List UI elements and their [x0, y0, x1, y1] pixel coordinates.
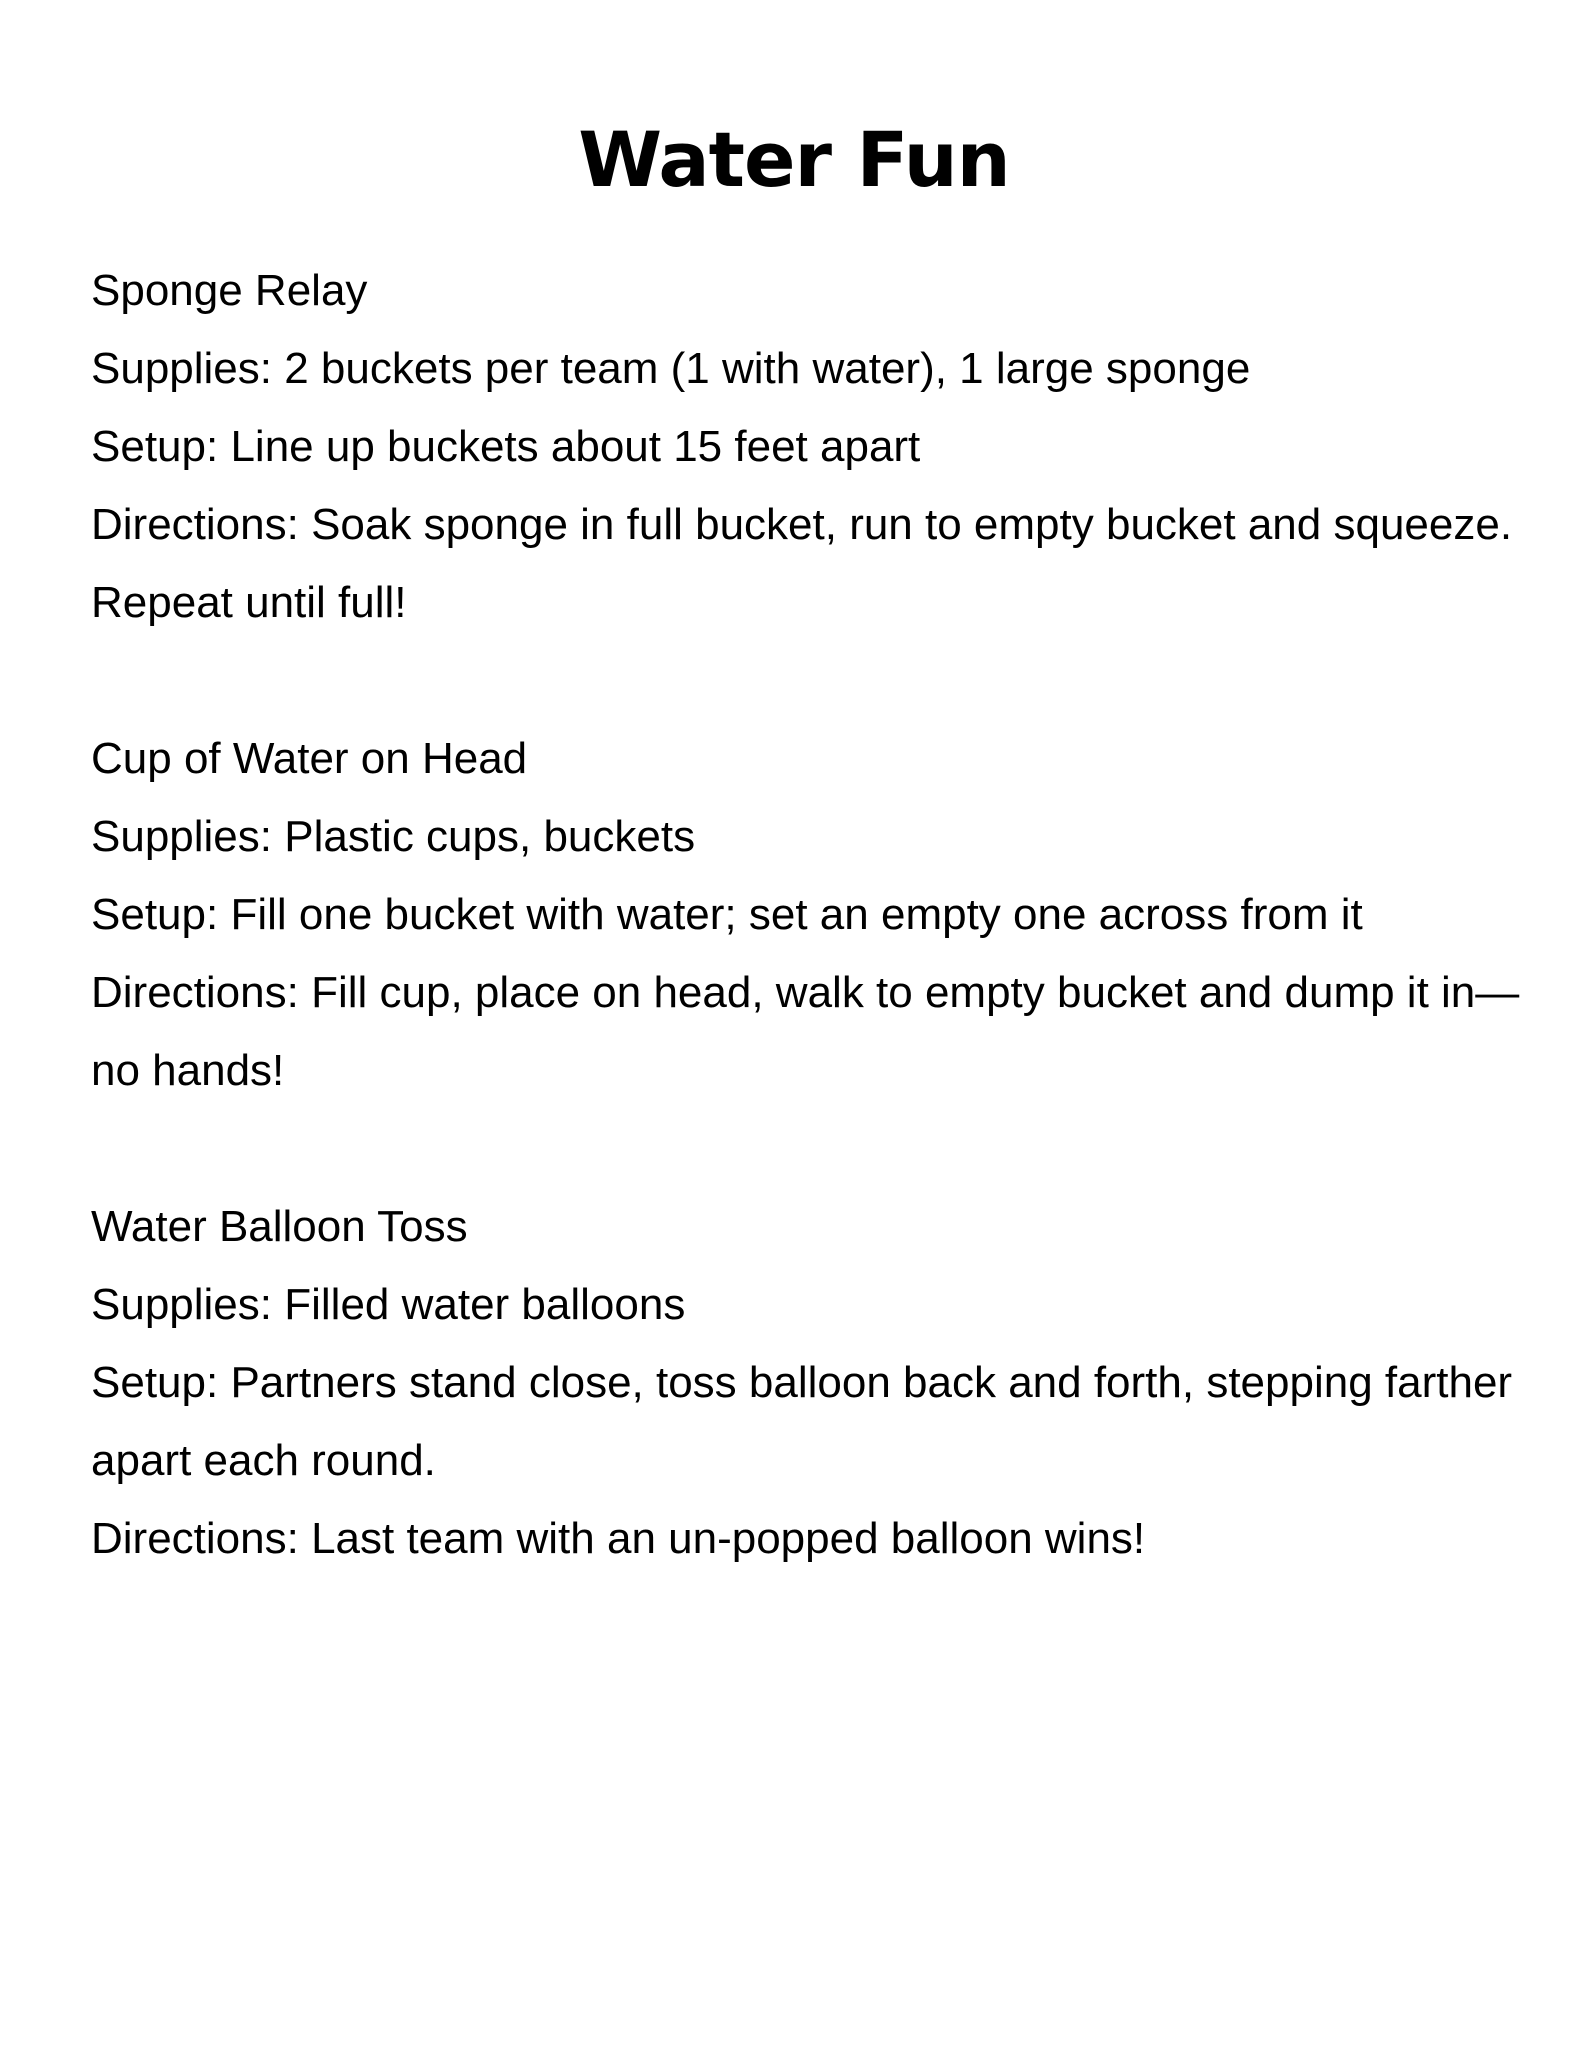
supplies-text: Plastic cups, buckets: [272, 812, 696, 861]
directions-text: Fill cup, place on head, walk to empty bucket and dump it in—no hands!: [91, 968, 1520, 1095]
activity-sponge-relay: [91, 252, 1531, 642]
activity-heading: Water Balloon Toss: [91, 1202, 468, 1251]
directions-line: [91, 954, 1531, 1110]
setup-label: Setup:: [91, 422, 219, 471]
setup-label: Setup:: [91, 1358, 219, 1407]
activity-cup-of-water-on-head: [91, 720, 1531, 1110]
setup-line: [91, 876, 1531, 954]
supplies-line: [91, 330, 1531, 408]
setup-text: Fill one bucket with water; set an empty one across from it: [218, 890, 1363, 939]
setup-text: Line up buckets about 15 feet apart: [218, 422, 921, 471]
supplies-label: Supplies:: [91, 812, 273, 861]
directions-text: Soak sponge in full bucket, run to empty bucket and squeeze. Repeat until full!: [91, 500, 1513, 627]
setup-text: Partners stand close, toss balloon back and forth, stepping farther apart each round.: [91, 1358, 1513, 1485]
activity-water-balloon-toss: [91, 1188, 1531, 1578]
page-title: Water Fun: [578, 115, 1010, 204]
directions-text: Last team with an un-popped balloon wins!: [298, 1514, 1146, 1563]
supplies-text: 2 buckets per team (1 with water), 1 large sponge: [272, 344, 1251, 393]
supplies-line: [91, 798, 1531, 876]
supplies-label: Supplies:: [91, 1280, 273, 1329]
directions-label: Directions:: [91, 1514, 299, 1563]
activity-list: [91, 252, 1531, 1656]
setup-line: [91, 408, 1531, 486]
setup-line: [91, 1344, 1531, 1500]
supplies-label: Supplies:: [91, 344, 273, 393]
directions-line: [91, 486, 1531, 642]
activity-heading: Sponge Relay: [91, 266, 368, 315]
directions-label: Directions:: [91, 968, 299, 1017]
activity-heading: Cup of Water on Head: [91, 734, 528, 783]
supplies-line: [91, 1266, 1531, 1344]
setup-label: Setup:: [91, 890, 219, 939]
supplies-text: Filled water balloons: [272, 1280, 686, 1329]
directions-line: [91, 1500, 1531, 1578]
directions-label: Directions:: [91, 500, 299, 549]
